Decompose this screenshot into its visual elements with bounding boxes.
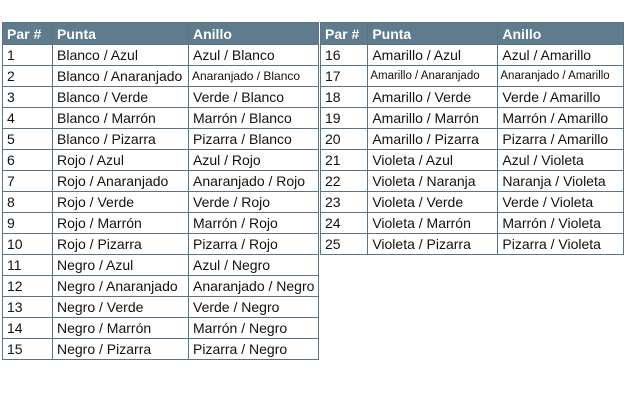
cell-par: 14 bbox=[3, 318, 53, 339]
cell-par: 4 bbox=[3, 108, 53, 129]
cell-anillo: Verde / Violeta bbox=[498, 192, 624, 213]
table-row bbox=[3, 297, 319, 318]
cell-punta: Blanco / Anaranjado bbox=[53, 66, 189, 87]
table-row bbox=[321, 87, 624, 108]
cell-punta: Rojo / Anaranjado bbox=[53, 171, 189, 192]
cell-punta: Rojo / Pizarra bbox=[53, 234, 189, 255]
cell-par: 6 bbox=[3, 150, 53, 171]
table-row bbox=[321, 213, 624, 234]
cell-punta: Blanco / Pizarra bbox=[53, 129, 189, 150]
table-row bbox=[3, 192, 319, 213]
header-punta: Punta bbox=[53, 23, 189, 45]
cell-punta: Violeta / Azul bbox=[368, 150, 498, 171]
table-row bbox=[3, 108, 319, 129]
cell-par: 18 bbox=[321, 87, 368, 108]
table-row bbox=[321, 171, 624, 192]
cell-anillo: Azul / Negro bbox=[189, 255, 319, 276]
table-row bbox=[3, 171, 319, 192]
cell-anillo: Verde / Negro bbox=[189, 297, 319, 318]
cell-par: 21 bbox=[321, 150, 368, 171]
cell-punta: Negro / Anaranjado bbox=[53, 276, 189, 297]
header-anillo: Anillo bbox=[498, 23, 624, 45]
cell-anillo: Anaranjado / Blanco bbox=[189, 66, 319, 87]
cell-par: 13 bbox=[3, 297, 53, 318]
table-row bbox=[3, 234, 319, 255]
cell-par: 3 bbox=[3, 87, 53, 108]
table-row bbox=[3, 87, 319, 108]
cell-par: 23 bbox=[321, 192, 368, 213]
cell-punta: Amarillo / Azul bbox=[368, 45, 498, 66]
cell-anillo: Marrón / Rojo bbox=[189, 213, 319, 234]
pair-table-left-body bbox=[3, 45, 319, 360]
header-row bbox=[321, 23, 624, 45]
cell-par: 5 bbox=[3, 129, 53, 150]
cell-par: 22 bbox=[321, 171, 368, 192]
cell-anillo: Verde / Rojo bbox=[189, 192, 319, 213]
header-par: Par # bbox=[321, 23, 368, 45]
table-row bbox=[3, 276, 319, 297]
cell-anillo: Pizarra / Blanco bbox=[189, 129, 319, 150]
cell-punta: Violeta / Naranja bbox=[368, 171, 498, 192]
cell-punta: Blanco / Verde bbox=[53, 87, 189, 108]
cell-anillo: Verde / Blanco bbox=[189, 87, 319, 108]
cell-anillo: Anaranjado / Rojo bbox=[189, 171, 319, 192]
table-row bbox=[321, 150, 624, 171]
cell-par: 11 bbox=[3, 255, 53, 276]
table-row bbox=[321, 192, 624, 213]
cell-par: 8 bbox=[3, 192, 53, 213]
cell-punta: Negro / Azul bbox=[53, 255, 189, 276]
cell-anillo: Azul / Rojo bbox=[189, 150, 319, 171]
cell-anillo: Azul / Amarillo bbox=[498, 45, 624, 66]
table-row bbox=[321, 108, 624, 129]
table-row bbox=[3, 213, 319, 234]
pair-table-right-body bbox=[321, 45, 624, 255]
cell-par: 15 bbox=[3, 339, 53, 360]
cell-anillo: Verde / Amarillo bbox=[498, 87, 624, 108]
cell-par: 2 bbox=[3, 66, 53, 87]
cell-par: 24 bbox=[321, 213, 368, 234]
cell-punta: Amarillo / Marrón bbox=[368, 108, 498, 129]
cell-anillo: Marrón / Violeta bbox=[498, 213, 624, 234]
table-row bbox=[321, 66, 624, 87]
cell-par: 16 bbox=[321, 45, 368, 66]
cell-anillo: Marrón / Blanco bbox=[189, 108, 319, 129]
header-row bbox=[3, 23, 319, 45]
pair-table-right bbox=[320, 22, 624, 255]
cell-punta: Negro / Pizarra bbox=[53, 339, 189, 360]
cell-punta: Blanco / Azul bbox=[53, 45, 189, 66]
cell-anillo: Pizarra / Negro bbox=[189, 339, 319, 360]
cell-punta: Violeta / Pizarra bbox=[368, 234, 498, 255]
cell-par: 19 bbox=[321, 108, 368, 129]
cell-anillo: Marrón / Negro bbox=[189, 318, 319, 339]
table-row bbox=[3, 129, 319, 150]
cell-anillo: Azul / Blanco bbox=[189, 45, 319, 66]
table-row bbox=[3, 66, 319, 87]
cell-punta: Violeta / Verde bbox=[368, 192, 498, 213]
cell-anillo: Marrón / Amarillo bbox=[498, 108, 624, 129]
table-row bbox=[3, 255, 319, 276]
cell-par: 20 bbox=[321, 129, 368, 150]
cell-anillo: Naranja / Violeta bbox=[498, 171, 624, 192]
cell-punta: Rojo / Marrón bbox=[53, 213, 189, 234]
cell-punta: Amarillo / Pizarra bbox=[368, 129, 498, 150]
cell-anillo: Pizarra / Amarillo bbox=[498, 129, 624, 150]
cell-punta: Negro / Marrón bbox=[53, 318, 189, 339]
cell-punta: Blanco / Marrón bbox=[53, 108, 189, 129]
cell-par: 7 bbox=[3, 171, 53, 192]
header-punta: Punta bbox=[368, 23, 498, 45]
cell-par: 10 bbox=[3, 234, 53, 255]
table-row bbox=[3, 150, 319, 171]
cell-par: 9 bbox=[3, 213, 53, 234]
cell-anillo: Anaranjado / Negro bbox=[189, 276, 319, 297]
table-row bbox=[3, 339, 319, 360]
table-row bbox=[321, 45, 624, 66]
cell-par: 12 bbox=[3, 276, 53, 297]
cell-punta: Violeta / Marrón bbox=[368, 213, 498, 234]
table-row bbox=[3, 45, 319, 66]
cell-punta: Amarillo / Verde bbox=[368, 87, 498, 108]
cell-anillo: Pizarra / Rojo bbox=[189, 234, 319, 255]
pair-table-left bbox=[2, 22, 319, 360]
cell-par: 1 bbox=[3, 45, 53, 66]
cell-punta: Rojo / Azul bbox=[53, 150, 189, 171]
table-row bbox=[3, 318, 319, 339]
cell-par: 17 bbox=[321, 66, 368, 87]
cell-anillo: Pizarra / Violeta bbox=[498, 234, 624, 255]
cell-par: 25 bbox=[321, 234, 368, 255]
cell-anillo: Anaranjado / Amarillo bbox=[498, 66, 624, 87]
table-row bbox=[321, 129, 624, 150]
cell-punta: Amarillo / Anaranjado bbox=[368, 66, 498, 87]
table-row bbox=[321, 234, 624, 255]
header-par: Par # bbox=[3, 23, 53, 45]
cell-punta: Rojo / Verde bbox=[53, 192, 189, 213]
header-anillo: Anillo bbox=[189, 23, 319, 45]
cell-punta: Negro / Verde bbox=[53, 297, 189, 318]
cell-anillo: Azul / Violeta bbox=[498, 150, 624, 171]
